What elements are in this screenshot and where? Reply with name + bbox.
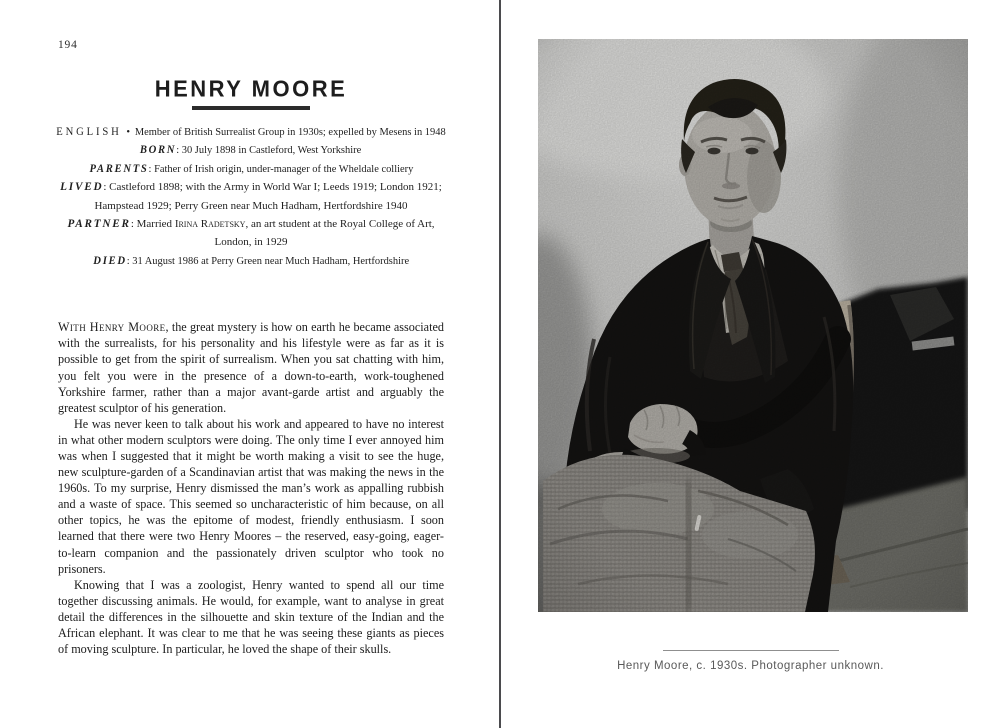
chapter-title: HENRY MOORE: [154, 75, 348, 102]
bio-born-text: 30 July 1898 in Castleford, West Yorkshire: [182, 144, 362, 157]
caption-block: [501, 612, 1000, 672]
bio-line-lived: LIVED: Castleford 1898; with the Army in World War I; Leeds 1919; London 1921; Hampstead 1929; Perry Green near Much Hadham, Hertfordshire 1940: [60, 181, 442, 212]
paragraph-1: With Henry Moore, the great mystery is how on earth he became associated with the surrealists, for his personality and his lifestyle were as far as it is possible to get from the spirit of surrealism. When you sat chatting with him, you felt you were in the presence of a down-to-earth, work-toughened Yorkshire farmer, rather than a major avant-garde artist and arguably the greatest sculptor of his generation.: [58, 320, 444, 415]
bio-bullet: •: [126, 126, 131, 138]
bio-died-text: 31 August 1986 at Perry Green near Much Hadham, Hertfordshire: [132, 254, 409, 267]
bio-partner-name: Irina Radetsky: [174, 218, 246, 231]
page-number: 194: [58, 39, 78, 51]
chapter-header: [58, 75, 444, 110]
title-double-rule: [192, 106, 310, 110]
bio-nationality-label: ENGLISH: [56, 126, 122, 138]
body-text: [58, 319, 444, 657]
bio-parents-label: PARENTS: [89, 162, 149, 175]
bio-partner-post: , an art student at the Royal College of Art, London, in 1929: [214, 218, 435, 249]
photo-caption: Henry Moore, c. 1930s. Photographer unknown.: [617, 660, 884, 672]
bio-lived-text: Castleford 1898; with the Army in World War I; Leeds 1919; London 1921; Hampstead 1929; Perry Green near Much Hadham, Hertfordshire 1940: [94, 181, 442, 212]
bio-line-died: DIED: 31 August 1986 at Perry Green near Much Hadham, Hertfordshire: [93, 254, 409, 267]
bio-line-nationality: [58, 123, 444, 141]
henry-moore-photo: [538, 39, 968, 612]
bio-nationality-text: Member of British Surrealist Group in 1930s; expelled by Mesens in 1948: [134, 126, 446, 138]
bio-died-label: DIED: [93, 254, 127, 267]
right-page: [501, 0, 1000, 728]
bio-lived-label: LIVED: [60, 181, 104, 194]
bio-line-born: BORN: 30 July 1898 in Castleford, West Yorkshire: [140, 144, 362, 157]
bio-line-partner: PARTNER: Married Irina Radetsky, an art student at the Royal College of Art, London, in 1929: [67, 218, 435, 249]
bio-partner-label: PARTNER: [67, 218, 131, 231]
bio-parents-text: Father of Irish origin, under-manager of the Wheldale colliery: [153, 162, 413, 175]
bio-born-label: BORN: [140, 144, 177, 157]
bio-partner-pre: Married: [136, 218, 175, 231]
bio-line-parents: PARENTS: Father of Irish origin, under-manager of the Wheldale colliery: [89, 162, 413, 175]
paragraph-1-lead-in: With Henry Moore: [58, 320, 166, 335]
paragraph-2: He was never keen to talk about his work and appeared to have no interest in what other modern sculptors were doing. The only time I ever annoyed him was when I suggested that it might be worth making a visit to see the huge, new sculpture-garden of a Scandinavian artist that was making the news in the 1960s. To my surprise, Henry dismissed the man’s work as appalling rubbish and a waste of space. This seemed so uncharacteristic of him because, on all other topics, he was the epitome of modest, friendly enthusiasm. I soon learned that there were two Henry Moores – the reserved, easy-going, eager-to-learn companion and the passionately driven sculptor who took no prisoners.: [58, 416, 444, 576]
bio-block: [58, 123, 444, 270]
portrait-illustration: [538, 39, 968, 612]
caption-rule: [663, 650, 839, 651]
paragraph-3: Knowing that I was a zoologist, Henry wanted to spend all our time together discussing animals. He would, for example, want to analyse in great detail the differences in the silhouette and skin texture of the Indian and the African elephant. It was clear to me that he was seeing these giants as pieces of moving sculpture. In particular, he loved the shape of their skulls.: [58, 577, 444, 657]
